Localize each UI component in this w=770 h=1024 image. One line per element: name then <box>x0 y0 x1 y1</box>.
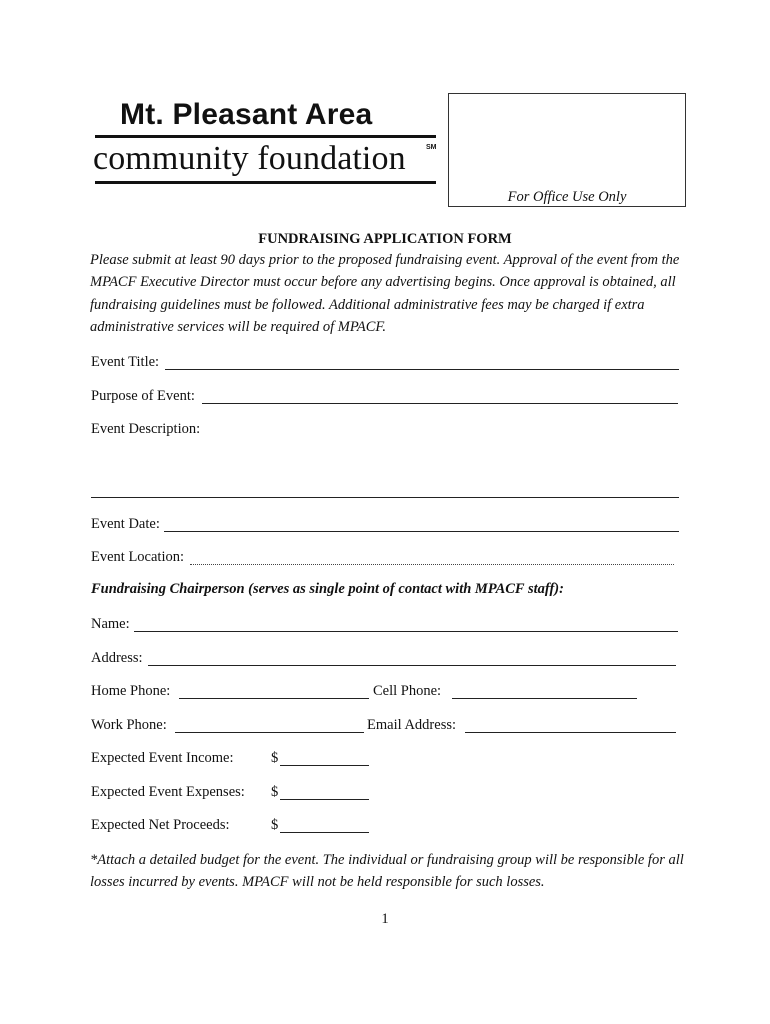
cell-phone-field[interactable] <box>452 698 637 699</box>
event-title-label: Event Title: <box>91 354 160 370</box>
event-date-field[interactable] <box>164 531 679 532</box>
office-use-label: For Office Use Only <box>507 189 627 205</box>
budget-note: *Attach a detailed budget for the event. The individual or fundraising group will be responsible for all losses incurred by events. MPACF will not be held responsible for such losses. <box>90 852 684 891</box>
purpose-field[interactable] <box>202 403 678 404</box>
logo-rule-top <box>95 135 436 138</box>
address-field[interactable] <box>148 665 676 666</box>
net-proceeds-currency: $ <box>271 817 279 833</box>
name-field[interactable] <box>134 631 678 632</box>
home-phone-field[interactable] <box>179 698 369 699</box>
form-intro: Please submit at least 90 days prior to the proposed fundraising event. Approval of the event from the MPACF Executive Director must occur before any advertising begins. Once approval is obtained, all fundraising guidelines must be followed. Additional administrative fees may be charged if extra administrative services will be required of MPACF. <box>90 252 680 335</box>
event-date-label: Event Date: <box>91 516 160 532</box>
net-proceeds-field[interactable] <box>280 832 369 833</box>
email-field[interactable] <box>465 732 676 733</box>
income-field[interactable] <box>280 765 369 766</box>
income-currency: $ <box>271 750 279 766</box>
purpose-label: Purpose of Event: <box>91 388 195 404</box>
expenses-label: Expected Event Expenses: <box>91 784 245 800</box>
form-title: FUNDRAISING APPLICATION FORM <box>258 231 512 247</box>
service-mark: SM <box>426 144 437 151</box>
event-title-field[interactable] <box>165 369 679 370</box>
address-label: Address: <box>91 650 143 666</box>
logo-rule-bottom <box>95 181 436 184</box>
logo-line-1: Mt. Pleasant Area <box>120 98 373 131</box>
logo-line-2: community foundation <box>93 140 406 177</box>
expenses-field[interactable] <box>280 799 369 800</box>
description-field[interactable] <box>91 497 679 498</box>
email-label: Email Address: <box>367 717 457 733</box>
home-phone-label: Home Phone: <box>91 683 171 699</box>
event-location-field[interactable] <box>190 564 674 565</box>
cell-phone-label: Cell Phone: <box>373 683 442 699</box>
income-label: Expected Event Income: <box>91 750 234 766</box>
work-phone-label: Work Phone: <box>91 717 167 733</box>
net-proceeds-label: Expected Net Proceeds: <box>91 817 230 833</box>
chairperson-heading: Fundraising Chairperson (serves as single point of contact with MPACF staff): <box>91 581 564 597</box>
event-location-label: Event Location: <box>91 549 185 565</box>
work-phone-field[interactable] <box>175 732 364 733</box>
description-label: Event Description: <box>91 421 201 437</box>
page-number: 1 <box>381 911 389 927</box>
name-label: Name: <box>91 616 130 632</box>
expenses-currency: $ <box>271 784 279 800</box>
